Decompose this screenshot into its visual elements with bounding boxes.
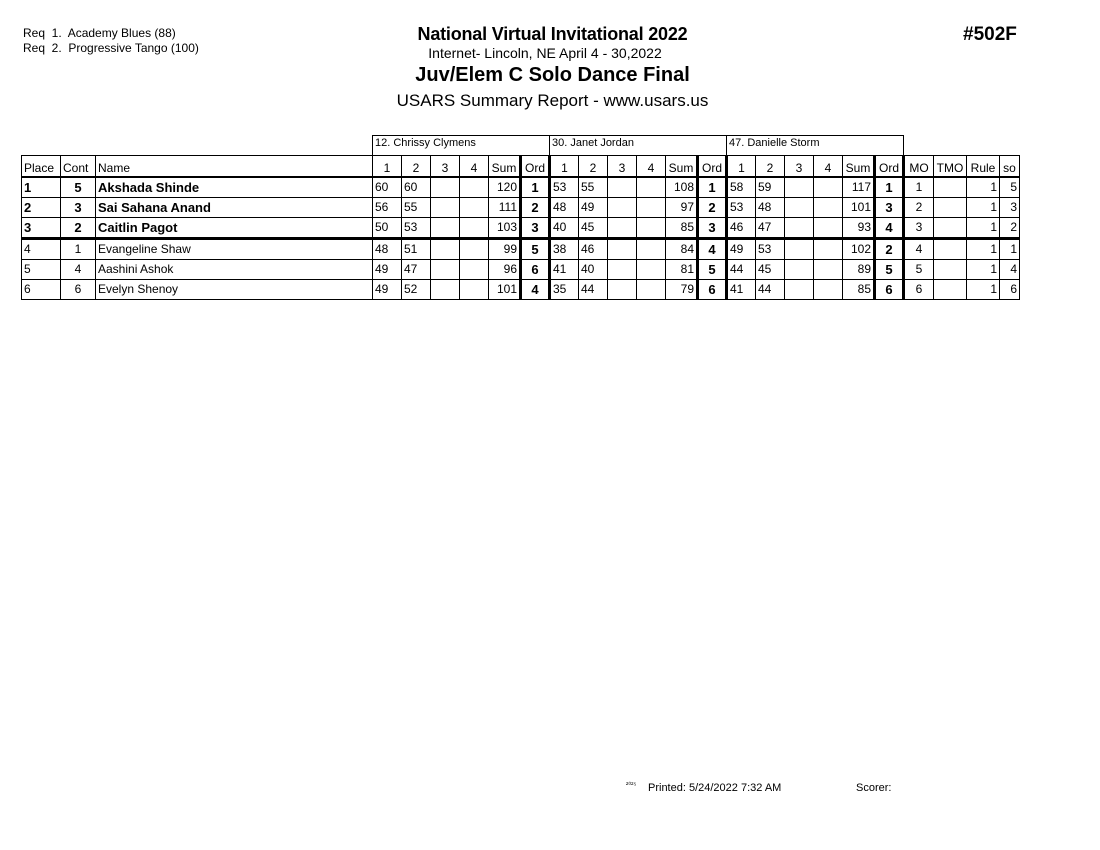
col-mo: MO bbox=[904, 156, 934, 178]
skater-name: Akshada Shinde bbox=[96, 177, 373, 198]
skater-name: Sai Sahana Anand bbox=[96, 198, 373, 218]
col-tmo: TMO bbox=[934, 156, 967, 178]
score-2-cell: 53 bbox=[756, 239, 785, 260]
tmo-cell bbox=[934, 177, 967, 198]
sum-cell: 101 bbox=[489, 280, 521, 300]
judge-2-name: 30. Janet Jordan bbox=[550, 136, 727, 156]
col-j1-s3: 3 bbox=[431, 156, 460, 178]
tmo-cell bbox=[934, 218, 967, 239]
score-2-cell: 47 bbox=[756, 218, 785, 239]
ordinal-cell: 3 bbox=[698, 218, 727, 239]
ordinal-cell: 3 bbox=[875, 198, 904, 218]
place-cell: 4 bbox=[22, 239, 61, 260]
score-4-cell bbox=[814, 260, 843, 280]
table-row bbox=[22, 280, 1020, 300]
score-1-cell: 41 bbox=[727, 280, 756, 300]
tmo-cell bbox=[934, 260, 967, 280]
cont-cell: 6 bbox=[61, 280, 96, 300]
score-3-cell bbox=[785, 280, 814, 300]
score-4-cell bbox=[637, 198, 666, 218]
score-1-cell: 40 bbox=[550, 218, 579, 239]
col-j2-s1: 1 bbox=[550, 156, 579, 178]
col-cont: Cont bbox=[61, 156, 96, 178]
score-3-cell bbox=[785, 177, 814, 198]
mo-cell: 3 bbox=[904, 218, 934, 239]
rule-cell: 1 bbox=[967, 280, 1000, 300]
skater-name: Evelyn Shenoy bbox=[96, 280, 373, 300]
cont-cell: 3 bbox=[61, 198, 96, 218]
col-place: Place bbox=[22, 156, 61, 178]
cont-cell: 1 bbox=[61, 239, 96, 260]
column-header-row bbox=[22, 156, 1020, 178]
so-cell: 1 bbox=[1000, 239, 1020, 260]
score-2-cell: 53 bbox=[402, 218, 431, 239]
score-1-cell: 53 bbox=[550, 177, 579, 198]
ordinal-cell: 1 bbox=[698, 177, 727, 198]
score-4-cell bbox=[460, 198, 489, 218]
score-3-cell bbox=[608, 239, 637, 260]
score-1-cell: 44 bbox=[727, 260, 756, 280]
score-3-cell bbox=[431, 218, 460, 239]
place-cell: 1 bbox=[22, 177, 61, 198]
cont-cell: 4 bbox=[61, 260, 96, 280]
mo-cell: 4 bbox=[904, 239, 934, 260]
score-1-cell: 35 bbox=[550, 280, 579, 300]
report-title: USARS Summary Report - www.usars.us bbox=[396, 91, 709, 110]
score-2-cell: 52 bbox=[402, 280, 431, 300]
rule-cell: 1 bbox=[967, 260, 1000, 280]
sum-cell: 96 bbox=[489, 260, 521, 280]
score-4-cell bbox=[637, 260, 666, 280]
score-2-cell: 48 bbox=[756, 198, 785, 218]
score-1-cell: 49 bbox=[727, 239, 756, 260]
event-number: #502F bbox=[963, 24, 1017, 45]
score-2-cell: 51 bbox=[402, 239, 431, 260]
score-3-cell bbox=[608, 177, 637, 198]
ordinal-cell: 6 bbox=[698, 280, 727, 300]
mo-cell: 6 bbox=[904, 280, 934, 300]
score-1-cell: 58 bbox=[727, 177, 756, 198]
footer-code: ²⁰²⁵ bbox=[626, 782, 637, 789]
score-4-cell bbox=[814, 198, 843, 218]
score-3-cell bbox=[431, 280, 460, 300]
ordinal-cell: 5 bbox=[521, 239, 550, 260]
event-title: Juv/Elem C Solo Dance Final bbox=[415, 64, 690, 86]
ordinal-cell: 2 bbox=[875, 239, 904, 260]
score-1-cell: 38 bbox=[550, 239, 579, 260]
col-j1-s4: 4 bbox=[460, 156, 489, 178]
col-rule: Rule bbox=[967, 156, 1000, 178]
ordinal-cell: 4 bbox=[875, 218, 904, 239]
col-j1-s1: 1 bbox=[373, 156, 402, 178]
place-cell: 6 bbox=[22, 280, 61, 300]
ordinal-cell: 3 bbox=[521, 218, 550, 239]
score-3-cell bbox=[431, 239, 460, 260]
col-j2-s2: 2 bbox=[579, 156, 608, 178]
table-row bbox=[22, 177, 1020, 198]
mo-cell: 2 bbox=[904, 198, 934, 218]
score-3-cell bbox=[608, 280, 637, 300]
col-j3-s3: 3 bbox=[785, 156, 814, 178]
sum-cell: 85 bbox=[666, 218, 698, 239]
score-2-cell: 55 bbox=[402, 198, 431, 218]
table-row bbox=[22, 218, 1020, 239]
skater-name: Aashini Ashok bbox=[96, 260, 373, 280]
score-2-cell: 45 bbox=[579, 218, 608, 239]
col-j2-s4: 4 bbox=[637, 156, 666, 178]
tmo-cell bbox=[934, 280, 967, 300]
score-1-cell: 60 bbox=[373, 177, 402, 198]
score-2-cell: 44 bbox=[579, 280, 608, 300]
col-j3-s1: 1 bbox=[727, 156, 756, 178]
col-j3-ord: Ord bbox=[875, 156, 904, 178]
sum-cell: 97 bbox=[666, 198, 698, 218]
score-2-cell: 40 bbox=[579, 260, 608, 280]
results-table bbox=[21, 135, 1020, 300]
sum-cell: 101 bbox=[843, 198, 875, 218]
rule-cell: 1 bbox=[967, 239, 1000, 260]
sum-cell: 103 bbox=[489, 218, 521, 239]
score-3-cell bbox=[785, 218, 814, 239]
sum-cell: 84 bbox=[666, 239, 698, 260]
score-4-cell bbox=[637, 218, 666, 239]
tmo-cell bbox=[934, 198, 967, 218]
rule-cell: 1 bbox=[967, 198, 1000, 218]
score-1-cell: 48 bbox=[550, 198, 579, 218]
score-3-cell bbox=[608, 218, 637, 239]
so-cell: 5 bbox=[1000, 177, 1020, 198]
place-cell: 3 bbox=[22, 218, 61, 239]
col-so: so bbox=[1000, 156, 1020, 178]
so-cell: 6 bbox=[1000, 280, 1020, 300]
cont-cell: 5 bbox=[61, 177, 96, 198]
score-4-cell bbox=[814, 218, 843, 239]
score-1-cell: 53 bbox=[727, 198, 756, 218]
score-1-cell: 50 bbox=[373, 218, 402, 239]
score-2-cell: 47 bbox=[402, 260, 431, 280]
so-cell: 2 bbox=[1000, 218, 1020, 239]
sum-cell: 99 bbox=[489, 239, 521, 260]
score-3-cell bbox=[431, 260, 460, 280]
tmo-cell bbox=[934, 239, 967, 260]
competition-location: Internet- Lincoln, NE April 4 - 30,2022 bbox=[428, 45, 662, 61]
rule-cell: 1 bbox=[967, 218, 1000, 239]
score-3-cell bbox=[785, 239, 814, 260]
place-cell: 2 bbox=[22, 198, 61, 218]
score-1-cell: 56 bbox=[373, 198, 402, 218]
ordinal-cell: 4 bbox=[521, 280, 550, 300]
sum-cell: 79 bbox=[666, 280, 698, 300]
judge-3-name: 47. Danielle Storm bbox=[727, 136, 904, 156]
ordinal-cell: 1 bbox=[875, 177, 904, 198]
rule-cell: 1 bbox=[967, 177, 1000, 198]
score-4-cell bbox=[637, 239, 666, 260]
score-3-cell bbox=[785, 198, 814, 218]
score-2-cell: 55 bbox=[579, 177, 608, 198]
score-1-cell: 49 bbox=[373, 280, 402, 300]
score-2-cell: 44 bbox=[756, 280, 785, 300]
mo-cell: 1 bbox=[904, 177, 934, 198]
ordinal-cell: 2 bbox=[521, 198, 550, 218]
place-cell: 5 bbox=[22, 260, 61, 280]
score-4-cell bbox=[814, 280, 843, 300]
cont-cell: 2 bbox=[61, 218, 96, 239]
table-row bbox=[22, 260, 1020, 280]
so-cell: 4 bbox=[1000, 260, 1020, 280]
skater-name: Evangeline Shaw bbox=[96, 239, 373, 260]
score-1-cell: 46 bbox=[727, 218, 756, 239]
required-dance-2: Req 2. Progressive Tango (100) bbox=[23, 41, 199, 55]
competition-title: National Virtual Invitational 2022 bbox=[417, 24, 688, 44]
score-3-cell bbox=[431, 177, 460, 198]
required-dance-1: Req 1. Academy Blues (88) bbox=[23, 26, 176, 40]
score-4-cell bbox=[460, 260, 489, 280]
mo-cell: 5 bbox=[904, 260, 934, 280]
sum-cell: 102 bbox=[843, 239, 875, 260]
ordinal-cell: 6 bbox=[521, 260, 550, 280]
col-j2-sum: Sum bbox=[666, 156, 698, 178]
ordinal-cell: 2 bbox=[698, 198, 727, 218]
sum-cell: 85 bbox=[843, 280, 875, 300]
sum-cell: 81 bbox=[666, 260, 698, 280]
score-2-cell: 49 bbox=[579, 198, 608, 218]
score-3-cell bbox=[431, 198, 460, 218]
sum-cell: 89 bbox=[843, 260, 875, 280]
ordinal-cell: 5 bbox=[698, 260, 727, 280]
table-row bbox=[22, 239, 1020, 260]
score-2-cell: 46 bbox=[579, 239, 608, 260]
score-4-cell bbox=[814, 177, 843, 198]
so-cell: 3 bbox=[1000, 198, 1020, 218]
col-name: Name bbox=[96, 156, 373, 178]
score-3-cell bbox=[785, 260, 814, 280]
sum-cell: 108 bbox=[666, 177, 698, 198]
table-row bbox=[22, 198, 1020, 218]
ordinal-cell: 1 bbox=[521, 177, 550, 198]
col-j2-ord: Ord bbox=[698, 156, 727, 178]
score-1-cell: 48 bbox=[373, 239, 402, 260]
sum-cell: 117 bbox=[843, 177, 875, 198]
col-j2-s3: 3 bbox=[608, 156, 637, 178]
ordinal-cell: 6 bbox=[875, 280, 904, 300]
col-j1-s2: 2 bbox=[402, 156, 431, 178]
score-4-cell bbox=[637, 177, 666, 198]
score-2-cell: 60 bbox=[402, 177, 431, 198]
col-j3-sum: Sum bbox=[843, 156, 875, 178]
score-3-cell bbox=[608, 260, 637, 280]
printed-timestamp: Printed: 5/24/2022 7:32 AM bbox=[648, 782, 782, 794]
score-2-cell: 59 bbox=[756, 177, 785, 198]
score-1-cell: 49 bbox=[373, 260, 402, 280]
scorer-label: Scorer: bbox=[856, 782, 892, 794]
score-4-cell bbox=[814, 239, 843, 260]
col-j3-s2: 2 bbox=[756, 156, 785, 178]
sum-cell: 111 bbox=[489, 198, 521, 218]
score-3-cell bbox=[608, 198, 637, 218]
col-j1-sum: Sum bbox=[489, 156, 521, 178]
skater-name: Caitlin Pagot bbox=[96, 218, 373, 239]
score-4-cell bbox=[460, 239, 489, 260]
sum-cell: 93 bbox=[843, 218, 875, 239]
score-4-cell bbox=[637, 280, 666, 300]
score-1-cell: 41 bbox=[550, 260, 579, 280]
score-4-cell bbox=[460, 280, 489, 300]
col-j1-ord: Ord bbox=[521, 156, 550, 178]
sum-cell: 120 bbox=[489, 177, 521, 198]
col-j3-s4: 4 bbox=[814, 156, 843, 178]
score-4-cell bbox=[460, 177, 489, 198]
ordinal-cell: 5 bbox=[875, 260, 904, 280]
ordinal-cell: 4 bbox=[698, 239, 727, 260]
judge-1-name: 12. Chrissy Clymens bbox=[373, 136, 550, 156]
score-4-cell bbox=[460, 218, 489, 239]
score-2-cell: 45 bbox=[756, 260, 785, 280]
